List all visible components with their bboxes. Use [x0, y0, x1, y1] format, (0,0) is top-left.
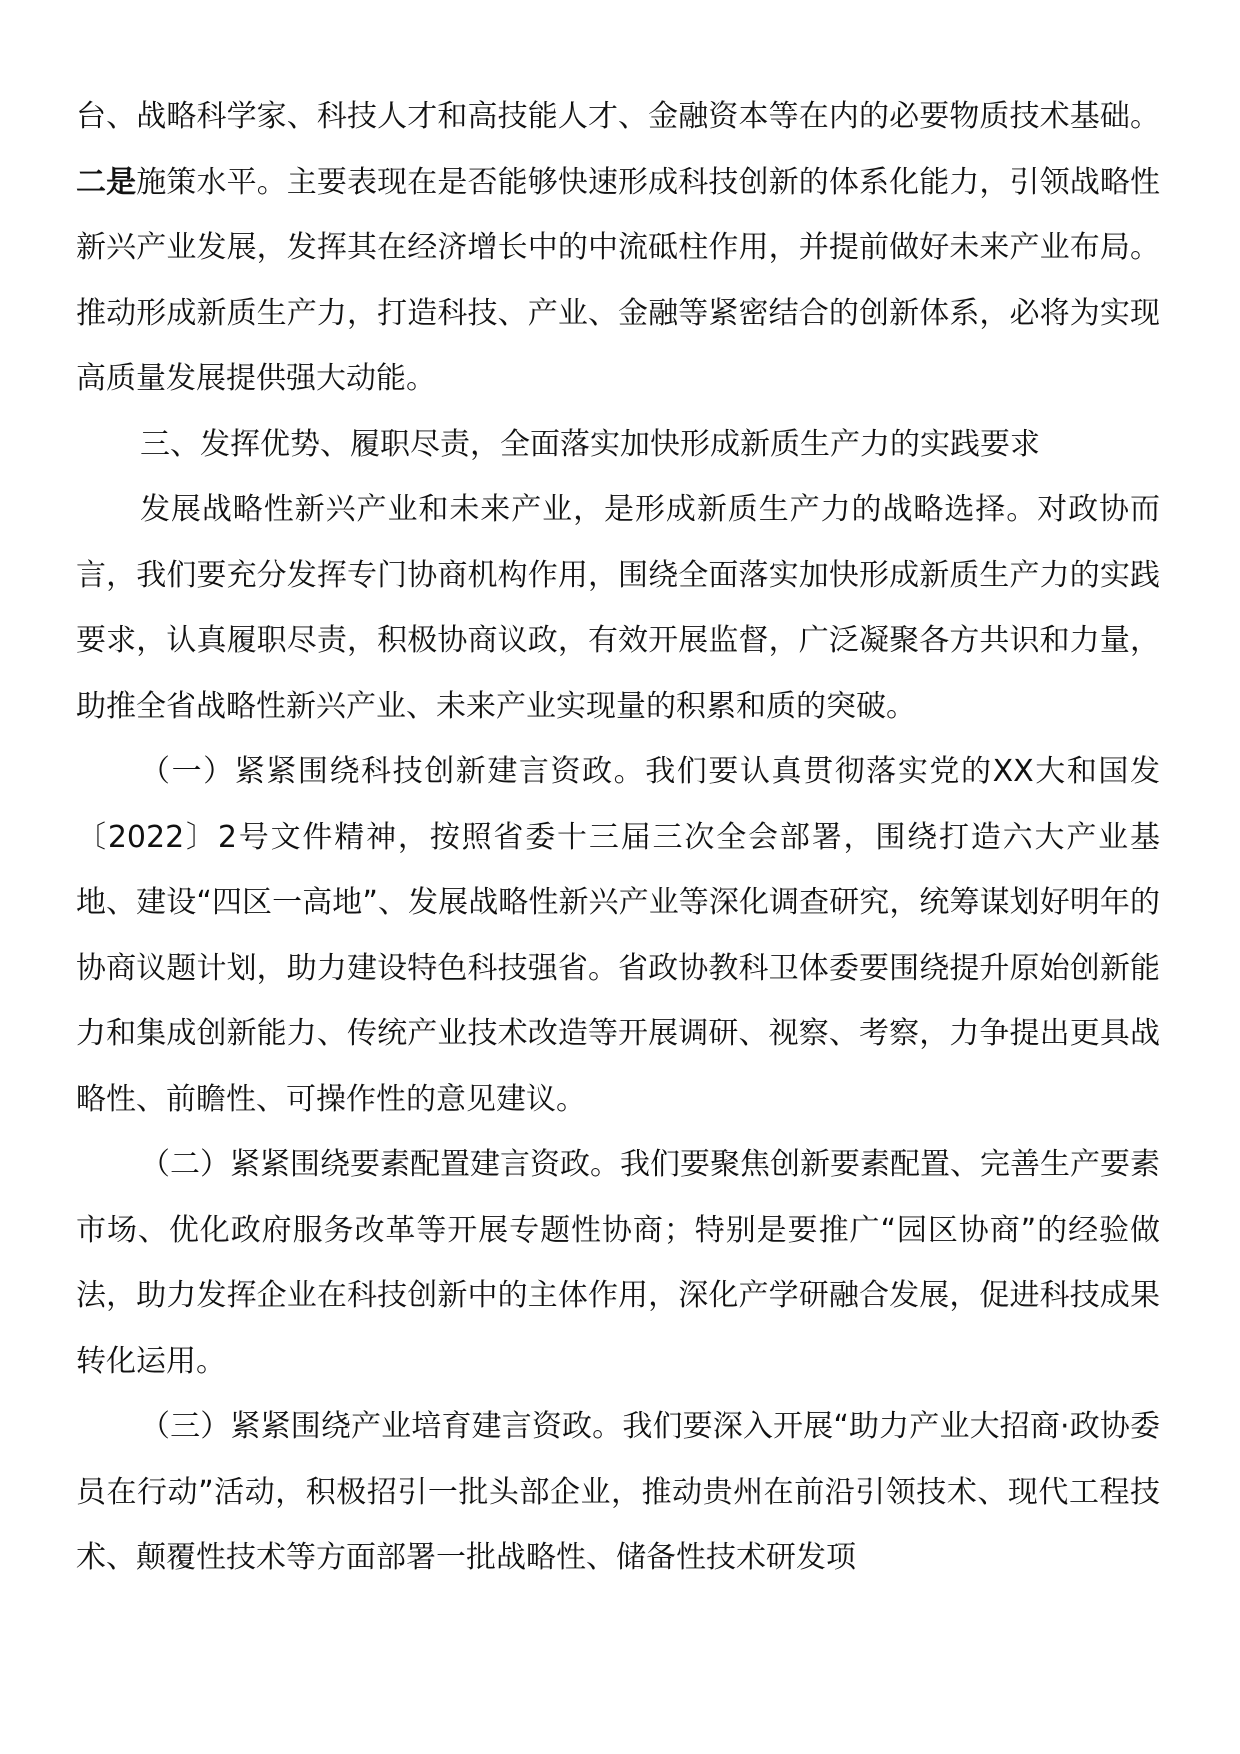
paragraph-industry-cultivation: （三）紧紧围绕产业培育建言资政。我们要深入开展“助力产业大招商·政协委员在行动”活动，积极招引一批头部企业，推动贵州在前沿引领技术、现代工程技术、颠覆性技术等方面部署一批战略性、储备性技术研发项 [76, 1409, 1160, 1575]
document-page [76, 84, 1160, 1591]
section-heading-three: 三、发挥优势、履职尽责，全面落实加快形成新质生产力的实践要求 [140, 426, 1040, 462]
paragraph-tech-innovation: （一）紧紧围绕科技创新建言资政。我们要认真贯彻落实党的XX大和国发〔2022〕2号文件精神，按照省委十三届三次全会部署，围绕打造六大产业基地、建设“四区一高地”、发展战略性新兴产业等深化调查研究，统筹谋划好明年的协商议题计划，助力建设特色科技强省。省政协教科卫体委要围绕提升原始创新能力和集成创新能力、传统产业技术改造等开展调研、视察、考察，力争提出更具战略性、前瞻性、可操作性的意见建议。 [76, 754, 1160, 1117]
paragraph-strategic-choice: 发展战略性新兴产业和未来产业，是形成新质生产力的战略选择。对政协而言，我们要充分发挥专门协商机构作用，围绕全面落实加快形成新质生产力的实践要求，认真履职尽责，积极协商议政，有效开展监督，广泛凝聚各方共识和力量，助推全省战略性新兴产业、未来产业实现量的积累和质的突破。 [76, 492, 1160, 724]
paragraph-text-before-bold: 台、战略科学家、科技人才和高技能人才、金融资本等在内的必要物质技术基础。 [76, 99, 1160, 134]
bold-marker-second: 二是 [76, 164, 137, 200]
paragraph-text-after-bold: 施策水平。主要表现在是否能够快速形成科技创新的体系化能力，引领战略性新兴产业发展，发挥其在经济增长中的中流砥柱作用，并提前做好未来产业布局。推动形成新质生产力，打造科技、产业、金融等紧密结合的创新体系，必将为实现高质量发展提供强大动能。 [76, 164, 1161, 396]
paragraph-continued [76, 84, 1160, 412]
paragraph-factor-allocation: （二）紧紧围绕要素配置建言资政。我们要聚焦创新要素配置、完善生产要素市场、优化政府服务改革等开展专题性协商；特别是要推广“园区协商”的经验做法，助力发挥企业在科技创新中的主体作用，深化产学研融合发展，促进科技成果转化运用。 [76, 1147, 1160, 1379]
